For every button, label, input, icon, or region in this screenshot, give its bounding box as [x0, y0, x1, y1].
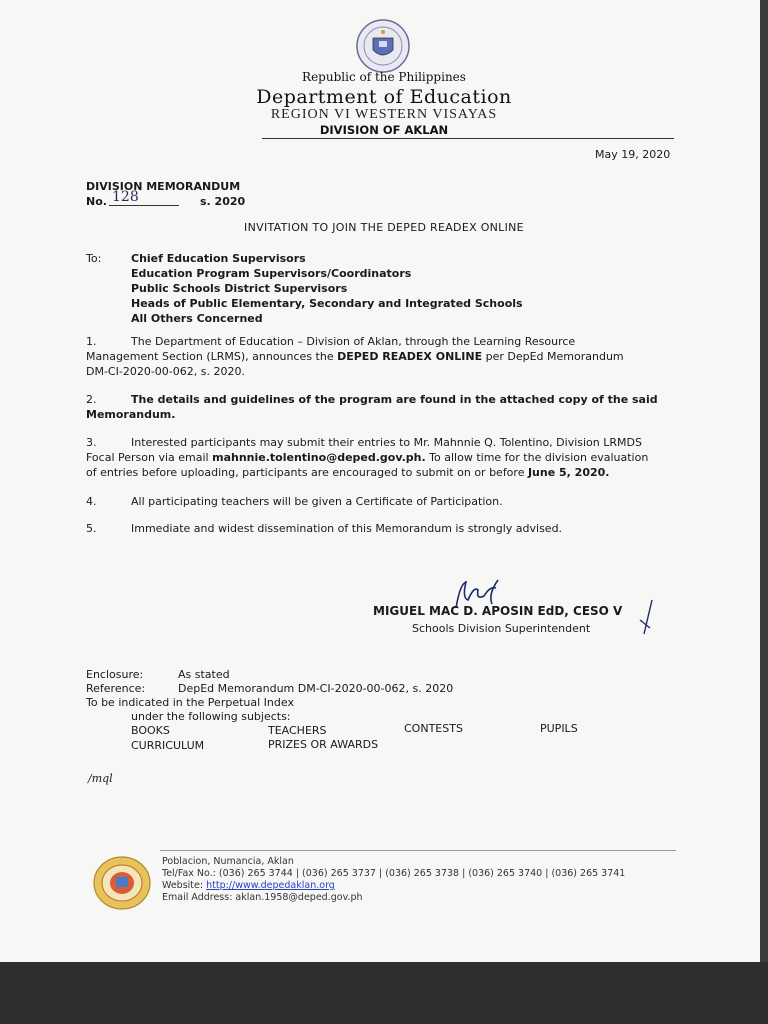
reference-value: DepEd Memorandum DM-CI-2020-00-062, s. 2020: [178, 682, 454, 695]
focal-person-email: mahnnie.tolentino@deped.gov.ph.: [212, 451, 426, 464]
paragraph-3-line: [86, 450, 648, 465]
paragraph-3-line: [86, 465, 609, 480]
paragraph-1-line: DM-CI-2020-00-062, s. 2020.: [86, 365, 245, 378]
memo-number-underline: [109, 205, 179, 206]
subject-keyword: PUPILS: [540, 722, 578, 735]
footer-email: Email Address: aklan.1958@deped.gov.ph: [162, 892, 363, 903]
paragraph-3-text: Focal Person via email: [86, 451, 213, 464]
footer-telfax: Tel/Fax No.: (036) 265 3744 | (036) 265 3737 | (036) 265 3738 | (036) 265 3740 | (036) 265 3741: [162, 868, 626, 879]
perpetual-index-line: To be indicated in the Perpetual Index: [86, 696, 294, 709]
paragraph-2-line: Memorandum.: [86, 408, 176, 421]
recipient-item: Chief Education Supervisors: [131, 252, 306, 265]
paragraph-3-text: To allow time for the division evaluation: [425, 451, 649, 464]
subject-keyword: CONTESTS: [404, 722, 463, 735]
region-line: REGION VI WESTERN VISAYAS: [270, 107, 498, 122]
memo-subject: INVITATION TO JOIN THE DEPED READEX ONLINE: [244, 221, 524, 234]
footer-website-label: Website:: [162, 880, 207, 891]
subject-keyword: CURRICULUM: [131, 739, 205, 752]
division-line: DIVISION OF AKLAN: [319, 123, 449, 137]
enclosure-label: Enclosure:: [86, 668, 144, 681]
paragraph-1-number: 1.: [86, 335, 97, 348]
to-label: To:: [86, 252, 102, 265]
paragraph-1-text: per DepEd Memorandum: [482, 350, 624, 363]
memo-number-value: 128: [112, 189, 139, 205]
signatory-title: Schools Division Superintendent: [412, 622, 591, 635]
deadline-date: June 5, 2020.: [527, 466, 610, 479]
memo-series: s. 2020: [200, 195, 246, 208]
subject-keyword: BOOKS: [131, 724, 170, 737]
paragraph-3-text: of entries before uploading, participants are encouraged to submit on or before: [86, 466, 528, 479]
recipient-item: Heads of Public Elementary, Secondary and Integrated Schools: [131, 297, 523, 310]
subject-keyword: PRIZES OR AWARDS: [268, 738, 379, 751]
memo-date: May 19, 2020: [595, 148, 671, 161]
recipient-item: All Others Concerned: [131, 312, 263, 325]
paragraph-5-number: 5.: [86, 522, 97, 535]
footer-address: Poblacion, Numancia, Aklan: [162, 856, 294, 867]
subjects-intro: under the following subjects:: [131, 710, 291, 723]
paragraph-1-line: The Department of Education – Division of Aklan, through the Learning Resource: [131, 335, 576, 348]
paragraph-2-number: 2.: [86, 393, 97, 406]
reference-label: Reference:: [86, 682, 146, 695]
signatory-name: MIGUEL MAC D. APOSIN EdD, CESO V: [373, 604, 623, 618]
paragraph-3-line: Interested participants may submit their entries to Mr. Mahnnie Q. Tolentino, Division LRMDS: [131, 436, 642, 449]
footer-divider: [160, 850, 676, 851]
paragraph-4-number: 4.: [86, 495, 97, 508]
header-divider: [262, 138, 674, 139]
division-logo-icon: [92, 855, 152, 911]
subject-keyword: TEACHERS: [268, 724, 327, 737]
scan-bottom-edge: [0, 962, 768, 1024]
memo-type: DIVISION MEMORANDUM: [86, 180, 241, 193]
paragraph-2-line: The details and guidelines of the program are found in the attached copy of the said: [131, 393, 658, 406]
initial-mark: [636, 598, 658, 638]
paragraph-3-number: 3.: [86, 436, 97, 449]
readex-online-emphasis: DEPED READEX ONLINE: [337, 350, 483, 363]
footer-website-link[interactable]: http://www.depedaklan.org: [206, 880, 335, 891]
footer-website: [162, 880, 335, 892]
paragraph-4-text: All participating teachers will be given a Certificate of Participation.: [131, 495, 503, 508]
memo-number-label: No.: [86, 195, 107, 208]
republic-line: Republic of the Philippines: [302, 70, 466, 84]
paragraph-1-line: [86, 349, 624, 364]
recipient-item: Education Program Supervisors/Coordinators: [131, 267, 412, 280]
department-title: Department of Education: [256, 86, 512, 108]
typist-initials: /mql: [88, 772, 113, 785]
paragraph-5-text: Immediate and widest dissemination of this Memorandum is strongly advised.: [131, 522, 563, 535]
recipient-list: [131, 251, 523, 326]
deped-seal-icon: [355, 18, 411, 74]
recipient-item: Public Schools District Supervisors: [131, 282, 348, 295]
enclosure-value: As stated: [178, 668, 230, 681]
paragraph-1-text: Management Section (LRMS), announces the: [86, 350, 338, 363]
